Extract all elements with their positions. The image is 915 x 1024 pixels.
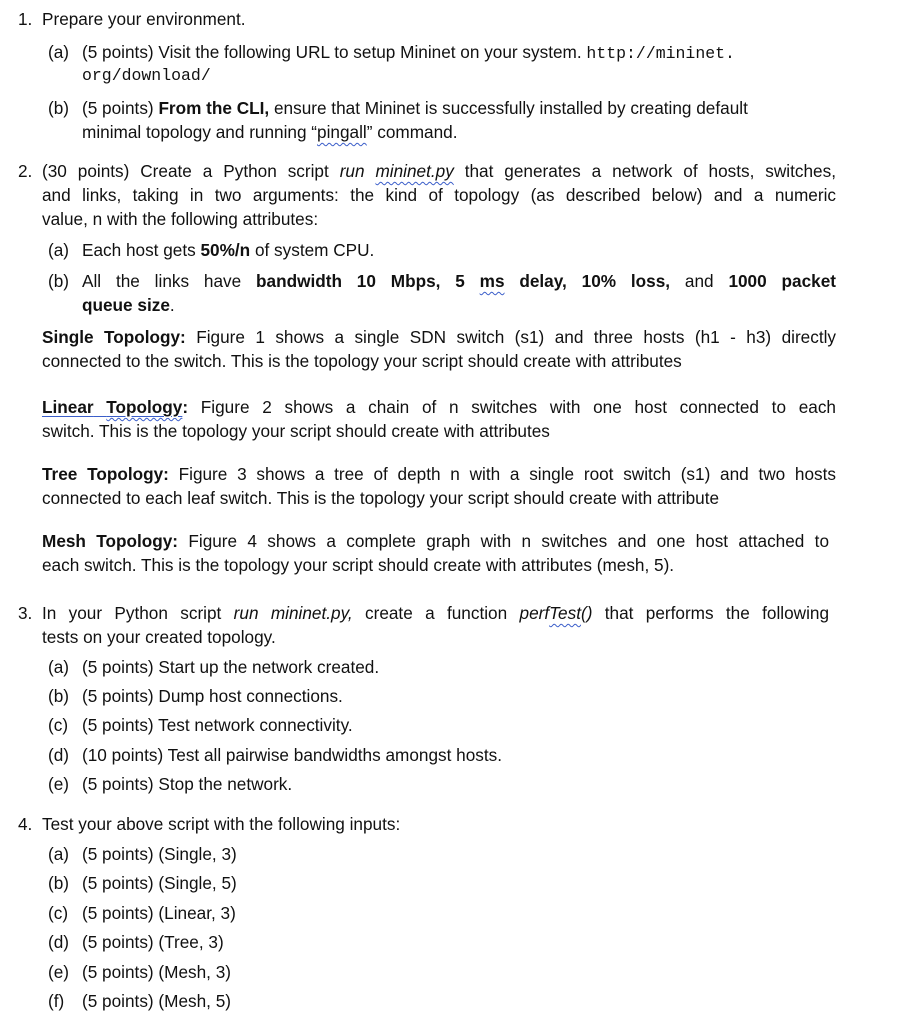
q3-fn-c: () bbox=[581, 603, 593, 623]
q2a-label: (a) bbox=[48, 240, 70, 260]
q4-item-text: (5 points) (Mesh, 3) bbox=[82, 962, 232, 982]
q2b-ms: ms bbox=[479, 271, 505, 291]
q2b-end: . bbox=[169, 295, 175, 315]
q4-item-label: (b) bbox=[48, 873, 70, 893]
q3-item-text: (5 points) Dump host connections. bbox=[82, 686, 343, 706]
q2b-pre: All the links have bbox=[82, 271, 242, 291]
q2a-bold: 50%/n bbox=[200, 240, 251, 260]
tree-topology-text1: Figure 3 shows a tree of depth n with a single root switch (s1) and two hosts bbox=[178, 464, 837, 484]
q1b-line2-pre: minimal topology and running “ bbox=[82, 122, 318, 142]
q4-item bbox=[48, 960, 231, 984]
tree-topology-line1 bbox=[42, 462, 836, 486]
q1b-line1 bbox=[48, 96, 748, 120]
q2-line1-pre: (30 points) Create a Python script bbox=[42, 161, 329, 181]
q3-item bbox=[48, 743, 502, 767]
q3-number: 3. bbox=[18, 603, 33, 623]
q4-item-label: (f) bbox=[48, 991, 65, 1011]
q4-item-label: (e) bbox=[48, 962, 70, 982]
q2-line2 bbox=[42, 183, 836, 207]
q2-line1-post: that generates a network of hosts, switches, bbox=[464, 161, 836, 181]
q4-item-label: (d) bbox=[48, 932, 70, 952]
single-topology-text1: Figure 1 shows a single SDN switch (s1) and three hosts (h1 - h3) directly bbox=[196, 327, 837, 347]
tree-topology-line2: connected to each leaf switch. This is the topology your script should create with attribute bbox=[42, 488, 720, 508]
q3-mid: create a function bbox=[365, 603, 508, 623]
q2a-post: of system CPU. bbox=[254, 240, 375, 260]
q3-item bbox=[48, 772, 292, 796]
q2-line2-text: and links, taking in two arguments: the kind of topology (as described below) and a numeric bbox=[42, 185, 836, 205]
q3-line2: tests on your created topology. bbox=[42, 627, 276, 647]
q3-item-text: (10 points) Test all pairwise bandwidths amongst hosts. bbox=[82, 745, 503, 765]
q4-item bbox=[48, 842, 237, 866]
q1a-line1 bbox=[48, 40, 735, 66]
q2b-bold1: bandwidth 10 Mbps, 5 bbox=[256, 271, 465, 291]
q4-item-text: (5 points) (Tree, 3) bbox=[82, 932, 224, 952]
q3-item-text: (5 points) Test network connectivity. bbox=[82, 715, 353, 735]
q2-line3: value, n with the following attributes: bbox=[42, 209, 319, 229]
q4-number: 4. bbox=[18, 814, 33, 834]
q4-item-label: (c) bbox=[48, 903, 69, 923]
linear-topology-heading bbox=[42, 397, 182, 417]
q3-item-label: (b) bbox=[48, 686, 70, 706]
q2a-pre: Each host gets bbox=[82, 240, 196, 260]
q2b-line2 bbox=[82, 293, 175, 317]
mesh-topology-line1 bbox=[42, 529, 829, 553]
q2b-line1 bbox=[48, 269, 836, 293]
linear-heading-word1: Linear bbox=[42, 397, 94, 417]
q1-title: Prepare your environment. bbox=[42, 9, 246, 29]
mesh-topology-line2: each switch. This is the topology your script should create with attributes (mesh, 5). bbox=[42, 555, 675, 575]
q3-item-label: (d) bbox=[48, 745, 70, 765]
q4-item-text: (5 points) (Mesh, 5) bbox=[82, 991, 232, 1011]
q1b-bold: From the CLI, bbox=[158, 98, 270, 118]
q1-number: 1. bbox=[18, 9, 33, 29]
q4-item-text: (5 points) (Single, 3) bbox=[82, 844, 237, 864]
q1b-points: (5 points) bbox=[82, 98, 154, 118]
q1a-label: (a) bbox=[48, 42, 70, 62]
tree-topology-heading: Tree Topology: bbox=[42, 464, 169, 484]
q3-fn-b: Test bbox=[549, 603, 581, 623]
linear-topology-line2: switch. This is the topology your script should create with attributes bbox=[42, 421, 550, 441]
q4-item bbox=[48, 989, 231, 1013]
q3-post: that performs the following bbox=[604, 603, 830, 623]
q1-heading bbox=[18, 7, 246, 31]
q2b-label: (b) bbox=[48, 271, 70, 291]
q1b-line2-post: ” command. bbox=[366, 122, 458, 142]
q1a-url-part1: http://mininet. bbox=[586, 44, 735, 63]
q3-item-label: (c) bbox=[48, 715, 69, 735]
q2b-bold4: queue size bbox=[82, 295, 170, 315]
q4-item bbox=[48, 871, 237, 895]
q3-item bbox=[48, 684, 343, 708]
q1b-rest: ensure that Mininet is successfully installed by creating default bbox=[273, 98, 748, 118]
q3-item bbox=[48, 655, 379, 679]
q1b-cmd: pingall bbox=[317, 122, 367, 142]
q3-item-label: (a) bbox=[48, 657, 70, 677]
q2b-bold3: 1000 packet bbox=[728, 271, 836, 291]
q2b-mid: and bbox=[684, 271, 714, 291]
linear-heading-colon: : bbox=[182, 397, 189, 417]
q1a-url-part2: org/download/ bbox=[82, 66, 211, 85]
q3-item-label: (e) bbox=[48, 774, 70, 794]
mesh-topology-text1: Figure 4 shows a complete graph with n switches and one host attached to bbox=[188, 531, 829, 551]
q4-item-text: (5 points) (Single, 5) bbox=[82, 873, 237, 893]
q1b-line2 bbox=[82, 120, 457, 144]
q4-item-label: (a) bbox=[48, 844, 70, 864]
q2-script-b: mininet.py bbox=[375, 161, 454, 181]
q3-item-text: (5 points) Stop the network. bbox=[82, 774, 293, 794]
q4-item bbox=[48, 930, 224, 954]
q4-item bbox=[48, 901, 236, 925]
single-topology-heading: Single Topology: bbox=[42, 327, 186, 347]
q2a-line bbox=[48, 238, 374, 262]
q3-script-a: run bbox=[233, 603, 259, 623]
q4-heading bbox=[18, 812, 400, 836]
q3-pre: In your Python script bbox=[42, 603, 222, 623]
linear-topology-text1: Figure 2 shows a chain of n switches with one host connected to each bbox=[200, 397, 836, 417]
q2-number: 2. bbox=[18, 161, 33, 181]
q2-script-a: run bbox=[339, 161, 365, 181]
mesh-topology-heading: Mesh Topology: bbox=[42, 531, 179, 551]
q4-item-text: (5 points) (Linear, 3) bbox=[82, 903, 236, 923]
linear-heading-word2: Topology bbox=[106, 397, 183, 417]
q3-item bbox=[48, 713, 353, 737]
q2-line1 bbox=[18, 159, 836, 183]
single-topology-line1 bbox=[42, 325, 836, 349]
q3-line1 bbox=[18, 601, 829, 625]
q1a-text: (5 points) Visit the following URL to setup Mininet on your system. bbox=[82, 42, 582, 62]
q4-title: Test your above script with the following inputs: bbox=[42, 814, 401, 834]
q3-script-b: mininet.py, bbox=[270, 603, 353, 623]
single-topology-line2: connected to the switch. This is the topology your script should create with attributes bbox=[42, 351, 682, 371]
q1b-label: (b) bbox=[48, 98, 70, 118]
q3-item-text: (5 points) Start up the network created. bbox=[82, 657, 380, 677]
q3-fn-a: perf bbox=[519, 603, 550, 623]
q2b-bold2: delay, 10% loss, bbox=[519, 271, 671, 291]
linear-topology-line1 bbox=[42, 395, 836, 419]
